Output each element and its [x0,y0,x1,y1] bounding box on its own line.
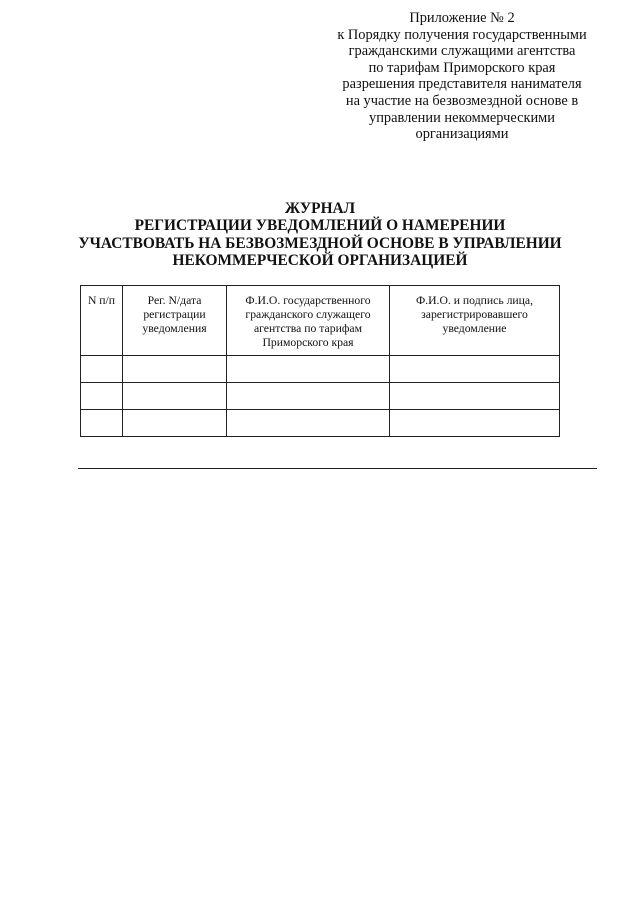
appendix-line: гражданскими служащими агентства [348,43,576,60]
column-header-number: N п/п [81,286,123,356]
table-cell [123,410,227,437]
column-header-registrar-signature: Ф.И.О. и подпись лица, зарегистрировавшего уведомление [390,286,560,356]
title-line: НЕКОММЕРЧЕСКОЙ ОРГАНИЗАЦИЕЙ [172,252,468,270]
column-header-employee-name: Ф.И.О. государственного гражданского служащего агентства по тарифам Приморского края [227,286,390,356]
table-cell [123,356,227,383]
table-cell [227,410,390,437]
table-row [81,410,560,437]
table-row [81,356,560,383]
appendix-line: Приложение № 2 [409,10,515,26]
table-cell [390,356,560,383]
table-cell [390,383,560,410]
title-line: ЖУРНАЛ [284,200,356,217]
column-header-registration: Рег. N/дата регистрации уведомления [123,286,227,356]
table-cell [227,356,390,383]
registration-journal-table [80,285,560,437]
appendix-line: разрешения представителя нанимателя [342,76,582,93]
table-cell [123,383,227,410]
table-row [81,383,560,410]
table-header-row [81,286,560,356]
table-cell [81,410,123,437]
appendix-heading [312,10,612,143]
appendix-line: организациями [415,126,509,143]
title-line: УЧАСТВОВАТЬ НА БЕЗВОЗМЕЗДНОЙ ОСНОВЕ В УПРАВЛЕНИИ [78,234,562,252]
appendix-line: на участие на безвозмездной основе в [345,92,579,109]
table-cell [227,383,390,410]
appendix-line: по тарифам Приморского края [368,59,556,76]
appendix-line: к Порядку получения государственными [337,26,587,43]
appendix-line: управлении некоммерческими [369,109,555,126]
journal-title [60,200,580,270]
table-cell [81,356,123,383]
horizontal-divider [78,468,597,469]
table-cell [81,383,123,410]
title-line: РЕГИСТРАЦИИ УВЕДОМЛЕНИЙ О НАМЕРЕНИИ [134,217,506,235]
table-cell [390,410,560,437]
